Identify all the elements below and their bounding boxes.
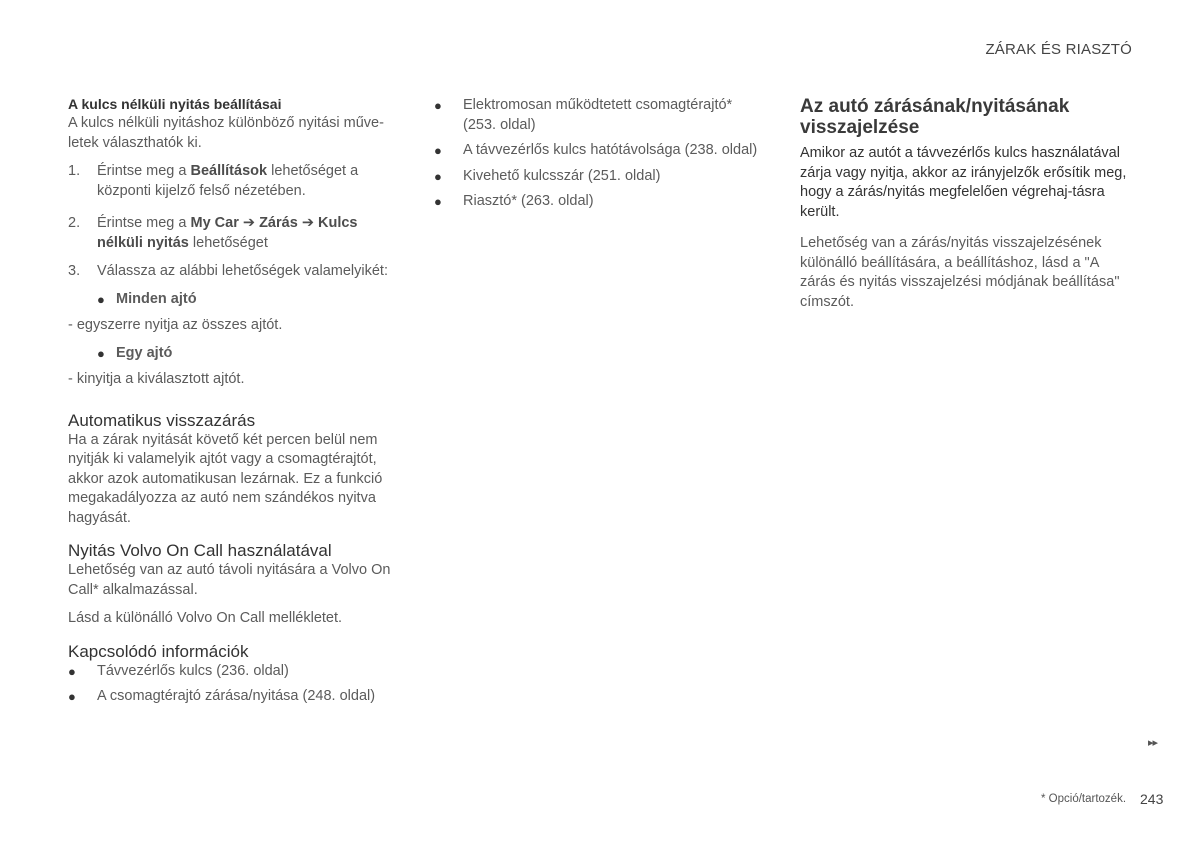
auto-relock-heading: Automatikus visszazárás (68, 410, 256, 430)
related-link[interactable]: ● Elektromosan működtetett csomagtérajtó* (253. oldal) (434, 96, 759, 135)
option-label: Egy ajtó (116, 344, 173, 361)
page-number: 243 (1140, 791, 1164, 807)
step-1 (68, 162, 403, 201)
arrow-right-icon: ➔ (242, 215, 256, 231)
related-link[interactable]: ● Távvezérlős kulcs (236. oldal) (68, 662, 403, 682)
step-text: Válassza az alábbi lehetőségek valamelyikét: (97, 263, 388, 279)
bullet-icon: ● (68, 663, 76, 679)
step-text: Érintse meg a Beállítások lehetőséget a központi kijelző felső nézetében. (97, 163, 359, 199)
step-text: Érintse meg a My Car ➔ Zárás ➔ Kulcs nélküli nyitás lehetőséget (97, 215, 358, 251)
bullet-icon: ● (434, 143, 442, 158)
step-3 (68, 262, 403, 282)
keyless-settings-heading: A kulcs nélküli nyitás beállításai (68, 96, 282, 112)
option-one-door (97, 344, 403, 364)
bullet-icon: ● (434, 168, 442, 184)
related-info-heading: Kapcsolódó információk (68, 641, 249, 661)
voc-note: Lásd a különálló Volvo On Call mellékletet. (68, 610, 343, 626)
related-link[interactable]: ● Kivehető kulcsszár (251. oldal) (434, 167, 759, 187)
related-link[interactable]: ● Riasztó* (263. oldal) (434, 192, 759, 212)
continue-arrows-icon: ▸▸ (1148, 737, 1158, 749)
footnote: * Opció/tartozék. (1041, 793, 1127, 805)
bullet-icon: ● (68, 689, 76, 704)
option-label: Minden ajtó (116, 290, 197, 307)
step-number: 3. (68, 263, 81, 279)
step-2 (68, 214, 403, 253)
bullet-icon: ● (97, 291, 105, 307)
section-title: ZÁRAK ÉS RIASZTÓ (985, 41, 1132, 58)
arrow-right-icon: ➔ (301, 215, 314, 231)
step-number: 1. (68, 163, 81, 179)
column-right (800, 96, 1135, 312)
auto-relock-text: Ha a zárak nyitását követő két percen belül nem nyitják ki valamelyik ajtót vagy a csomagtérajtót, akkor azok automatikusan lezárnak. Ez a funkció megakadályozza az autó nem szándékos nyitva hagyását. (68, 431, 383, 526)
lock-feedback-heading: Az autó zárásának/nyitásának visszajelzése (800, 96, 1070, 138)
bullet-icon: ● (434, 194, 442, 209)
lock-feedback-body: Lehetőség van a zárás/nyitás visszajelzésének különálló beállítására, a beállításhoz, lásd a "A zárás és nyitás visszajelzési módjának beállítása" címszót. (800, 235, 1120, 310)
related-link[interactable]: ● A távvezérlős kulcs hatótávolsága (238. oldal) (434, 141, 759, 161)
voc-text: Lehetőség van az autó távoli nyitására a Volvo On Call* alkalmazással. (68, 562, 391, 598)
bullet-icon: ● (97, 345, 105, 361)
option-description: - egyszerre nyitja az összes ajtót. (68, 317, 283, 333)
column-middle (434, 96, 759, 212)
option-description: - kinyitja a kiválasztott ajtót. (68, 371, 245, 387)
related-link[interactable]: ● A csomagtérajtó zárása/nyitása (248. oldal) (68, 687, 403, 707)
bullet-icon: ● (434, 98, 442, 113)
option-all-doors (97, 290, 403, 310)
voc-heading: Nyitás Volvo On Call használatával (68, 541, 332, 560)
keyless-settings-intro: A kulcs nélküli nyitáshoz különböző nyitási műve-letek választhatók ki. (68, 115, 384, 151)
column-left (68, 96, 403, 707)
step-number: 2. (68, 215, 81, 231)
lock-feedback-lead: Amikor az autót a távvezérlős kulcs használatával zárja vagy nyitja, akkor az irányjelzők erősítik meg, hogy a zárás/nyitás megfelelően végrehaj-tásra került. (800, 145, 1127, 220)
